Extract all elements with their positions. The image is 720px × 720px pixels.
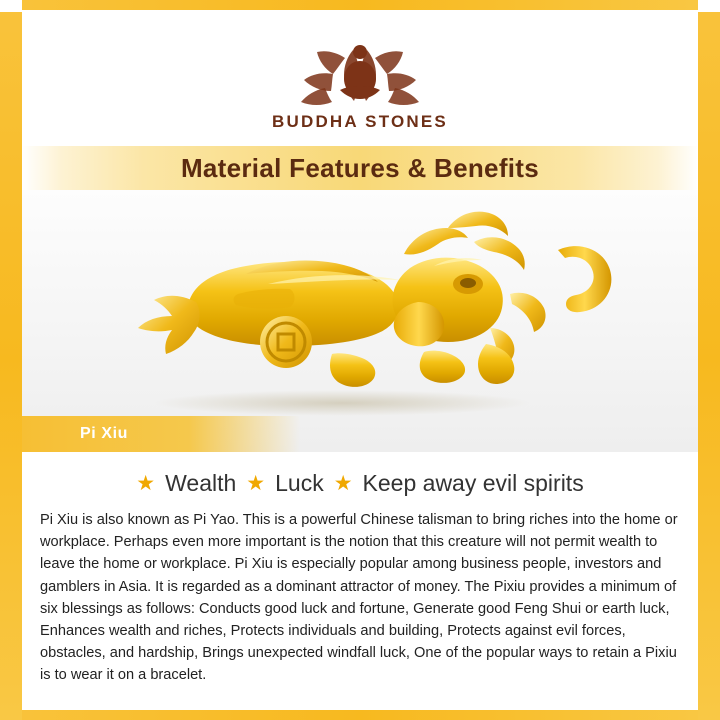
frame-bottom-border <box>0 710 720 720</box>
star-icon: ★ <box>246 472 266 495</box>
brand-header <box>22 10 698 132</box>
benefit-item-1: Wealth <box>165 470 237 496</box>
star-icon: ★ <box>333 472 353 495</box>
frame-top-border <box>0 0 720 10</box>
product-caption: Pi Xiu <box>80 425 129 442</box>
product-image-area <box>22 190 698 452</box>
title-banner <box>22 146 698 190</box>
frame-notch-top-right <box>698 0 720 12</box>
page-title: Material Features & Benefits <box>180 152 540 183</box>
frame-right-border <box>698 0 720 720</box>
benefit-item-2: Luck <box>275 470 324 496</box>
lotus-buddha-icon <box>22 28 698 106</box>
benefits-line <box>22 470 698 497</box>
poster-content <box>22 10 698 710</box>
product-caption-tag <box>22 416 300 452</box>
brand-name: BUDDHA STONES <box>272 112 448 131</box>
frame-notch-top-left <box>0 0 22 12</box>
star-icon: ★ <box>136 472 156 495</box>
description-paragraph: Pi Xiu is also known as Pi Yao. This is a powerful Chinese talisman to bring riches into the home or workplace. Perhaps even more important is the notion that this creature will not permit wealth to leave the home or workplace. Pi Xiu is especially popular among business people, investors and gamblers in Asia. It is regarded as a dominant attractor of money. The Pixiu provides a minimum of six blessings as follows: Conducts good luck and fortune, Generate good Feng Shui or earth luck, Enhances wealth and riches, Protects individuals and building, Protects against evil forces, obstacles, and hardship, Brings unexpected windfall luck, One of the popular ways to retain a Pixiu is to wear it on a bracelet. <box>40 512 678 684</box>
frame-left-border <box>0 0 22 720</box>
benefit-item-3: Keep away evil spirits <box>362 470 584 496</box>
